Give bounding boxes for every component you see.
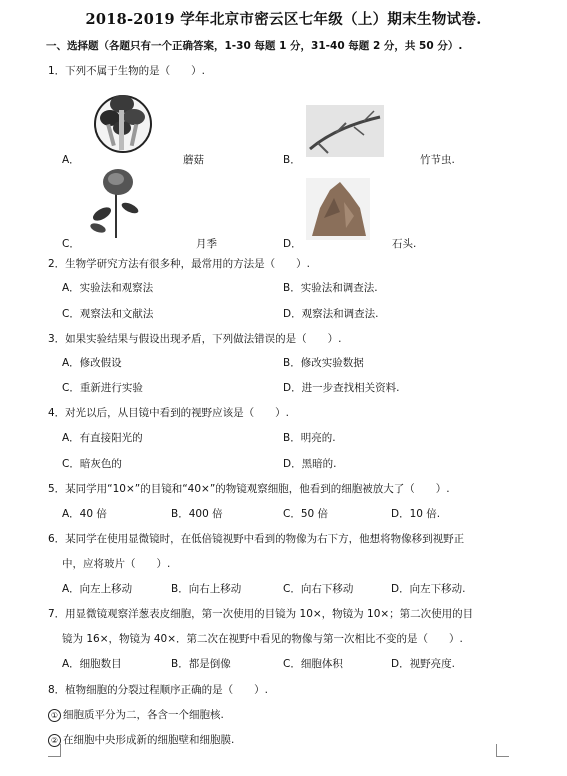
section-heading: 一、选择题（各题只有一个正确答案，1-30 每题 1 分，31-40 每题 2 分，共 50 分）. (46, 40, 463, 52)
page-title: 2018-2019 学年北京市密云区七年级（上）期末生物试卷. (85, 11, 482, 28)
corner-mark-right (496, 744, 509, 757)
q1-option-b-text: 竹节虫. (420, 154, 455, 166)
q1-option-d-letter: D． (283, 238, 302, 250)
q6-option-b: B．向右上移动 (171, 583, 242, 595)
corner-mark-left (48, 744, 61, 757)
question-7-stem-line-1: 7．用显微镜观察洋葱表皮细胞，第一次使用的目镜为 10×，物镜为 10×；第二次使用的目 (48, 608, 474, 620)
q1-option-d-text: 石头. (392, 238, 417, 250)
q4-option-c: C．暗灰色的 (62, 458, 122, 470)
mushroom-image (92, 84, 154, 156)
q8-item-1-number: ① (48, 709, 61, 722)
q5-option-a: A．40 倍 (62, 508, 107, 520)
q5-option-b: B．400 倍 (171, 508, 223, 520)
q4-option-b: B．明亮的. (283, 432, 336, 444)
question-3-stem: 3．如果实验结果与假设出现矛盾，下列做法错误的是（ ）. (48, 333, 342, 345)
q6-option-a: A．向左上移动 (62, 583, 133, 595)
question-7-stem-line-2: 镜为 16×，物镜为 40×．第二次在视野中看见的物像与第一次相比不变的是（ ）. (62, 633, 463, 645)
rose-image (86, 166, 146, 240)
q3-option-b: B．修改实验数据 (283, 357, 364, 369)
q4-option-d: D．黑暗的. (283, 458, 337, 470)
q6-option-d: D．向左下移动. (391, 583, 466, 595)
q3-option-c: C．重新进行实验 (62, 382, 143, 394)
q7-option-a: A．细胞数目 (62, 658, 122, 670)
q7-option-d: D．视野亮度. (391, 658, 455, 670)
q1-option-b-letter: B． (283, 154, 301, 166)
q5-option-d: D．10 倍. (391, 508, 441, 520)
question-4-stem: 4．对光以后，从目镜中看到的视野应该是（ ）. (48, 407, 290, 419)
q2-option-a: A．实验法和观察法 (62, 282, 154, 294)
q7-option-c: C．细胞体积 (283, 658, 343, 670)
q1-option-c-text: 月季 (196, 238, 217, 250)
question-2-stem: 2．生物学研究方法有很多种，最常用的方法是（ ）. (48, 258, 311, 270)
question-1-stem: 1．下列不属于生物的是（ ）. (48, 65, 206, 77)
q8-item-1 (48, 707, 224, 722)
q8-item-2-number: ② (48, 734, 61, 747)
stone-image (306, 178, 370, 240)
q5-option-c: C．50 倍 (283, 508, 329, 520)
question-5-stem: 5．某同学用“10×”的目镜和“40×”的物镜观察细胞，他看到的细胞被放大了（ ）. (48, 483, 450, 495)
q3-option-a: A．修改假设 (62, 357, 122, 369)
q8-item-2-text: 在细胞中央形成新的细胞壁和细胞膜. (63, 734, 235, 746)
q2-option-c: C．观察法和文献法 (62, 308, 154, 320)
q4-option-a: A．有直接阳光的 (62, 432, 143, 444)
q1-option-a-text: 蘑菇 (183, 154, 204, 166)
q3-option-d: D．进一步查找相关资料. (283, 382, 400, 394)
stick-insect-image (306, 105, 384, 157)
q1-option-a-letter: A． (62, 154, 80, 166)
question-6-stem-line-1: 6．某同学在使用显微镜时，在低倍镜视野中看到的物像为右下方，他想将物像移到视野正 (48, 533, 465, 545)
q8-item-2 (48, 732, 234, 747)
question-8-stem: 8．植物细胞的分裂过程顺序正确的是（ ）. (48, 684, 269, 696)
question-6-stem-line-2: 中，应将玻片（ ）. (62, 558, 171, 570)
q8-item-1-text: 细胞质平分为二，各含一个细胞核. (63, 709, 224, 721)
q1-option-c-letter: C． (62, 238, 80, 250)
q2-option-b: B．实验法和调查法. (283, 282, 378, 294)
q7-option-b: B．都是倒像 (171, 658, 231, 670)
q6-option-c: C．向右下移动 (283, 583, 354, 595)
q2-option-d: D．观察法和调查法. (283, 308, 379, 320)
